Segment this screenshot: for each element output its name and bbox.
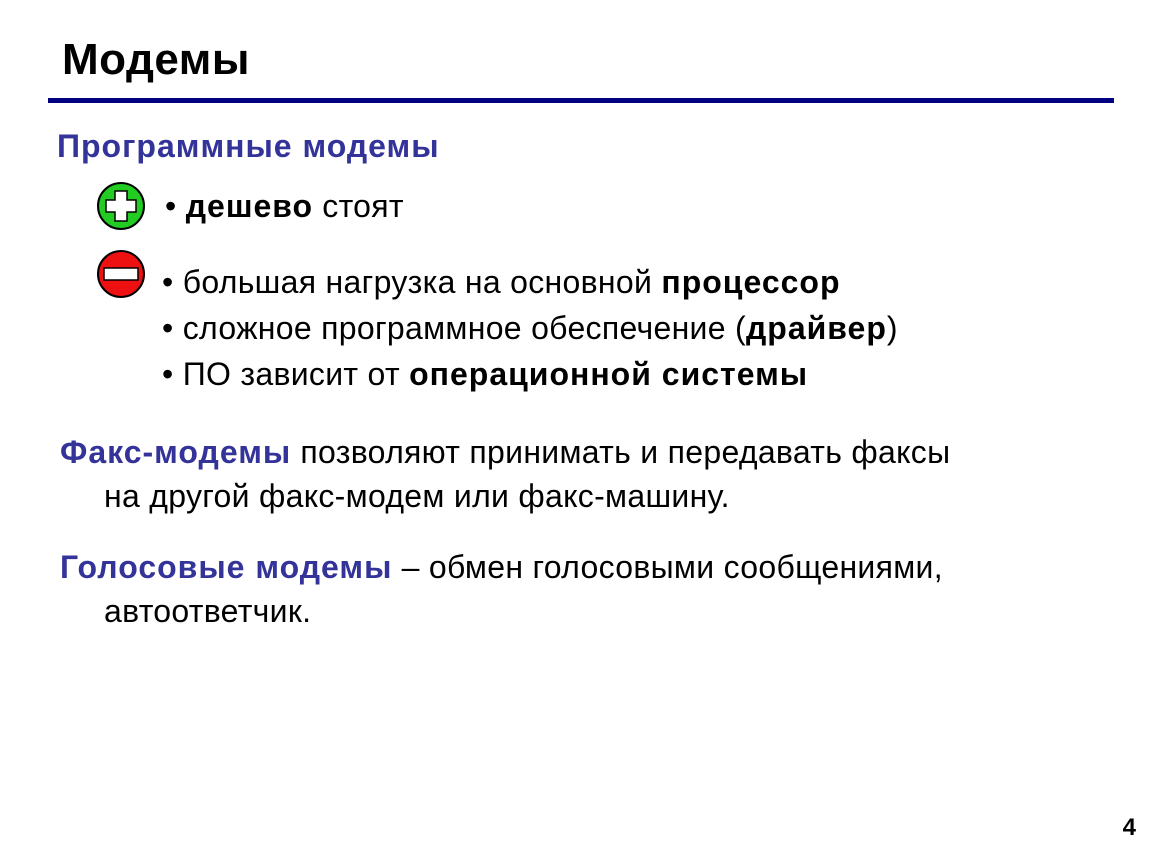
fax-modems-text: позволяют принимать и передавать факсы (291, 434, 951, 470)
bullet-mark: • (162, 356, 174, 392)
cons-item-text: ПО зависит от (173, 356, 410, 392)
voice-modems-lead: Голосовые модемы (60, 549, 393, 585)
cons-item-text: сложное программное обеспечение ( (173, 310, 746, 346)
cons-item-text-end: ) (886, 310, 898, 346)
pros-item-text: стоят (313, 188, 404, 224)
fax-modems-text-cont: на другой факс-модем или факс-машину. (104, 478, 730, 514)
bullet-mark: • (165, 188, 177, 224)
fax-modems-paragraph (60, 430, 1120, 518)
cons-item-bold: драйвер (745, 310, 887, 346)
slide-title: Модемы (62, 35, 250, 84)
cons-item-bold: процессор (661, 264, 841, 300)
cons-item (162, 354, 808, 394)
pros-item-bold: дешево (185, 188, 314, 224)
page-number: 4 (1122, 814, 1136, 841)
cons-item-bold: операционной системы (409, 356, 809, 392)
voice-modems-text-cont: автоответчик. (104, 593, 312, 629)
voice-modems-paragraph (60, 545, 1120, 633)
software-modems-heading: Программные модемы (57, 128, 440, 164)
bullet-mark: • (162, 310, 174, 346)
title-divider (48, 98, 1114, 103)
plus-icon (96, 181, 146, 231)
cons-item (162, 262, 841, 302)
fax-modems-lead: Факс-модемы (60, 434, 292, 470)
bullet-mark: • (162, 264, 174, 300)
pros-item (165, 186, 404, 226)
cons-item-text: большая нагрузка на основной (173, 264, 662, 300)
voice-modems-text: – обмен голосовыми сообщениями, (392, 549, 943, 585)
cons-item (162, 308, 898, 348)
minus-icon (96, 249, 146, 299)
